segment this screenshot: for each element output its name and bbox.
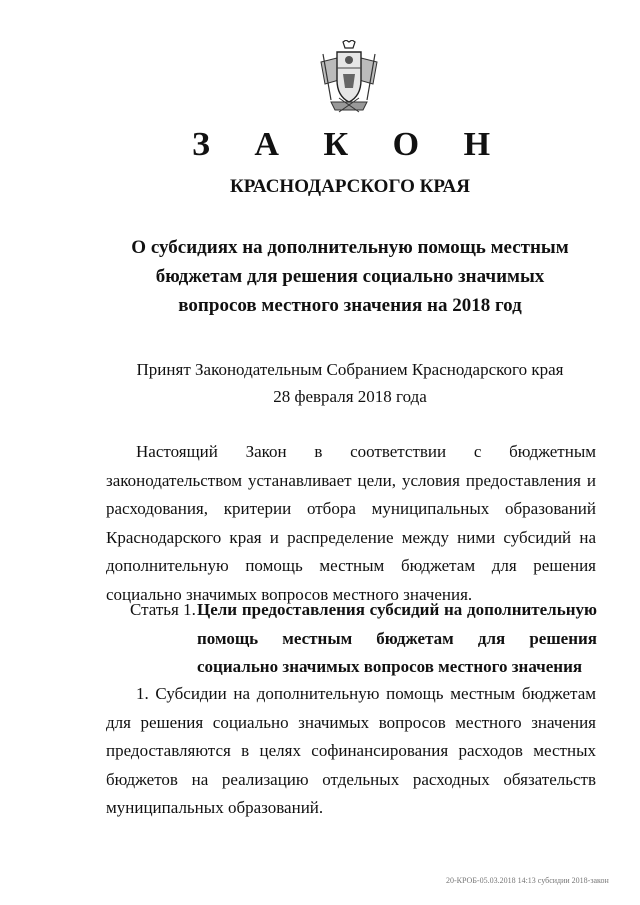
law-subject-text: О субсидиях на дополнительную помощь местным бюджетам для решения социально значимых вопросов местного значения на 2018 год xyxy=(131,237,569,316)
issuing-region: КРАСНОДАРСКОГО КРАЯ xyxy=(229,176,471,197)
preamble-paragraph: Настоящий Закон в соответствии с бюджетным законодательством устанавливает цели, условия предоставления и расходования, критерии отбора муниципальных образований Краснодарского края и распределение между ними субсидий на дополнительную помощь местным бюджетам для решения социально значимых вопросов местного значения. xyxy=(106,442,596,604)
article-label: Статья 1. xyxy=(130,600,196,619)
article-title: Цели предоставления субсидий на дополнительную помощь местным бюджетам для решения социально значимых вопросов местного значения xyxy=(197,600,597,676)
law-subject-heading xyxy=(0,233,640,320)
adopted-date-text: 28 февраля 2018 года xyxy=(273,387,427,406)
article-paragraph: 1. Субсидии на дополнительную помощь местным бюджетам для решения социально значимых вопросов местного значения предоставляются в целях софинансирования расходов местных бюджетов на реализацию отдельных расходных обязательств муниципальных образований. xyxy=(106,684,596,817)
coat-of-arms-emblem xyxy=(317,40,381,114)
document-title: З А К О Н xyxy=(191,126,509,163)
adopted-by-text: Принят Законодательным Собранием Краснодарского края xyxy=(136,360,564,379)
adoption-block xyxy=(0,356,640,410)
footer-file-code: 20-КРОБ-05.03.2018 14:13 субсидии 2018-закон xyxy=(446,876,609,885)
